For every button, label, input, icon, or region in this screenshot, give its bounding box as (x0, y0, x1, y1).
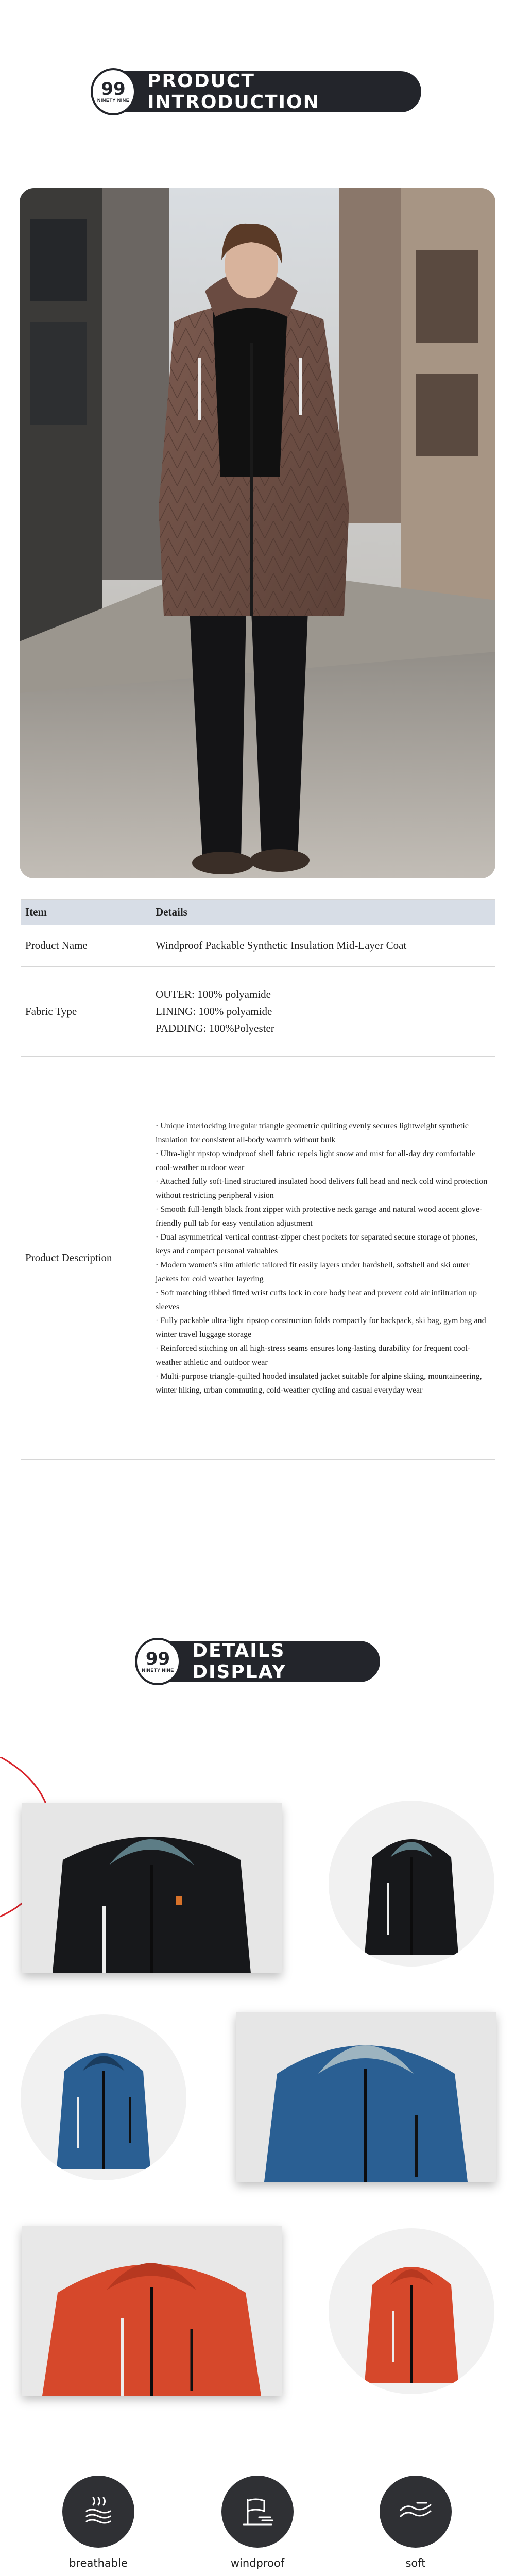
soft-icon (380, 2476, 452, 2548)
fabric-type-label: Fabric Type (21, 967, 151, 1057)
feature-label: breathable (69, 2557, 128, 2569)
feature-label: soft (405, 2557, 426, 2569)
list-item: · Multi-purpose triangle-quilted hooded insulated jacket suitable for alpine skiing, mountaineering, winter hiking, urban commuting, cold-weather cycling and casual everyday wear (156, 1369, 489, 1397)
list-item: · Unique interlocking irregular triangle geometric quilting evenly secures lightweight synthetic insulation for consistent all-body warmth without bulk (156, 1119, 489, 1147)
black-jacket-circle (329, 1801, 494, 1967)
list-item: · Ultra-light ripstop windproof shell fabric repels light snow and mist for all-day dry comfortable cool-weather outdoor wear (156, 1147, 489, 1175)
orange-jacket-photo (22, 2226, 282, 2396)
product-name-value: Windproof Packable Synthetic Insulation Mid-Layer Coat (151, 925, 495, 967)
orange-jacket-circle (329, 2228, 494, 2394)
list-item: · Attached fully soft-lined structured insulated hood delivers full head and neck cold wind protection without restricting peripheral vision (156, 1175, 489, 1202)
blue-jacket-photo (236, 2012, 496, 2182)
black-jacket-photo (22, 1803, 282, 1973)
product-name-label: Product Name (21, 925, 151, 967)
feature-soft (367, 2476, 465, 2569)
header-item: Item (21, 900, 151, 925)
section-title: DETAILS DISPLAY (192, 1640, 287, 1683)
breathable-icon (62, 2476, 134, 2548)
table-header-row (21, 900, 495, 925)
list-item: · Dual asymmetrical vertical contrast-zipper chest pockets for separated secure storage of phones, keys and compact personal valuables (156, 1230, 489, 1258)
brand-logo: 99 NINETY NINE (91, 68, 136, 115)
section-title: PRODUCT INTRODUCTION (147, 71, 320, 113)
list-item: · Soft matching ribbed fitted wrist cuffs lock in core body heat and prevent cold air infiltration up sleeves (156, 1286, 489, 1314)
header-details: Details (151, 900, 495, 925)
section-header-product-introduction (94, 71, 421, 112)
feature-windproof (209, 2476, 306, 2569)
list-item: · Reinforced stitching on all high-stress seams ensures long-lasting durability for frequent cool-weather athletic and outdoor wear (156, 1342, 489, 1369)
product-spec-table (21, 899, 495, 1460)
list-item: · Smooth full-length black front zipper with protective neck garage and natural wood accent glove-friendly pull tab for easy ventilation adjustment (156, 1202, 489, 1230)
table-row (21, 925, 495, 967)
description-label: Product Description (21, 1057, 151, 1460)
brand-logo: 99 NINETY NINE (135, 1638, 181, 1685)
description-list (156, 1119, 495, 1397)
fabric-line: LINING: 100% polyamide (156, 1005, 272, 1018)
table-row (21, 1057, 495, 1460)
product-model-photo (20, 188, 495, 878)
list-item: · Fully packable ultra-light ripstop construction folds compactly for backpack, ski bag, gym bag and winter travel luggage storage (156, 1314, 489, 1342)
list-item: · Modern women's slim athletic tailored fit easily layers under hardshell, softshell and ski outer jackets for cold weather layering (156, 1258, 489, 1286)
fabric-line: PADDING: 100%Polyester (156, 1022, 274, 1035)
table-row (21, 967, 495, 1057)
description-value (151, 1057, 495, 1460)
fabric-line: OUTER: 100% polyamide (156, 988, 271, 1001)
feature-label: windproof (230, 2557, 285, 2569)
windproof-icon (221, 2476, 294, 2548)
section-header-details-display (138, 1641, 380, 1682)
blue-jacket-circle (21, 2014, 186, 2180)
fabric-type-value (151, 967, 495, 1057)
feature-breathable (49, 2476, 147, 2569)
